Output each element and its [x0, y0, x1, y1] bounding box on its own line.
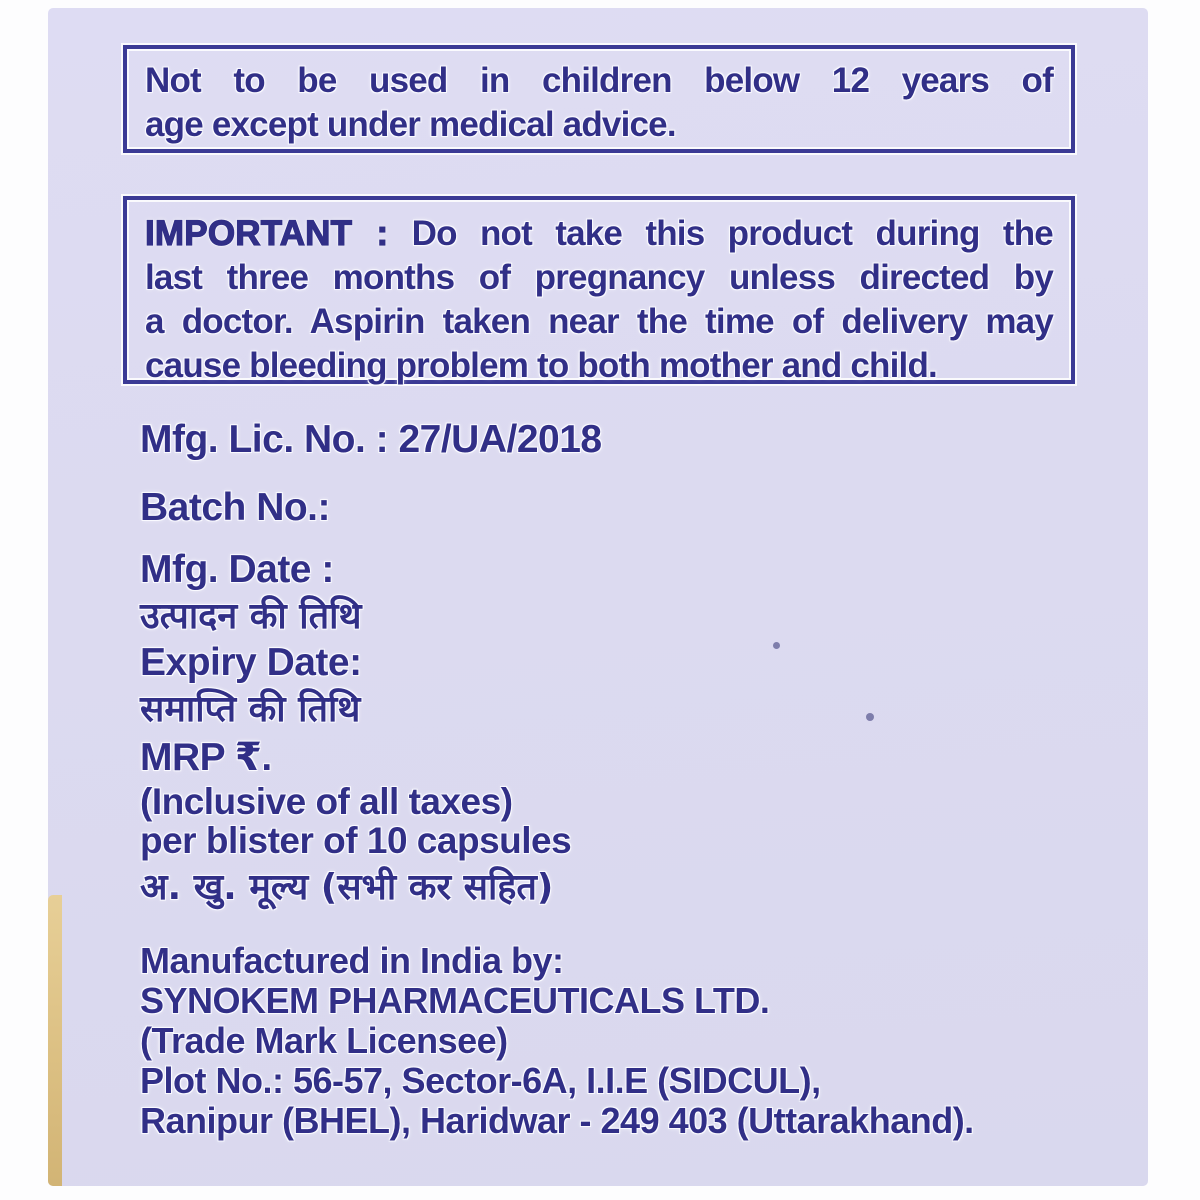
manufacturer-address-line: Plot No.: 56-57, Sector-6A, I.I.E (SIDCUL), — [140, 1060, 821, 1101]
mrp-label: MRP ₹. — [140, 736, 272, 779]
age-warning-line: age except under medical advice. — [145, 105, 676, 144]
manufacturer-name-line: SYNOKEM PHARMACEUTICALS LTD. — [140, 980, 770, 1021]
mrp-hindi-note: अ. खु. मूल्य (सभी कर सहित) — [140, 867, 554, 908]
mfg-date-hindi-label: उत्पादन की तिथि — [140, 596, 362, 637]
mfg-date-field: Mfg. Date : — [140, 548, 334, 591]
important-warning-box — [123, 196, 1075, 384]
mrp-taxes-note: (Inclusive of all taxes) — [140, 781, 513, 822]
important-warning-line — [145, 212, 1053, 256]
expiry-date-field: Expiry Date: — [140, 641, 362, 684]
expiry-date-hindi-label: समाप्ति की तिथि — [140, 689, 361, 730]
manufacturer-block — [140, 941, 974, 1141]
trademark-licensee-line: (Trade Mark Licensee) — [140, 1020, 508, 1061]
age-warning-line: Not to be used in children below 12 years of — [145, 61, 1053, 100]
age-warning-box — [123, 45, 1075, 153]
mrp-pack-note: per blister of 10 capsules — [140, 820, 572, 861]
batch-no-field: Batch No.: — [140, 486, 330, 529]
important-heading: IMPORTANT : — [145, 214, 389, 253]
ink-speck — [773, 642, 780, 649]
carton-edge-strip — [48, 895, 62, 1186]
manufactured-in-india-line: Manufactured in India by: — [140, 940, 564, 981]
important-warning-line: last three months of pregnancy unless directed by — [145, 258, 1053, 297]
important-warning-line: a doctor. Aspirin taken near the time of delivery may — [145, 302, 1053, 341]
ink-speck — [866, 713, 874, 721]
important-warning-line-text: Do not take this product during the — [411, 214, 1053, 253]
important-warning-line: cause bleeding problem to both mother and child. — [145, 346, 937, 385]
manufacturer-address-line: Ranipur (BHEL), Haridwar - 249 403 (Uttarakhand). — [140, 1100, 974, 1141]
mfg-lic-no-field: Mfg. Lic. No. : 27/UA/2018 — [140, 418, 602, 461]
